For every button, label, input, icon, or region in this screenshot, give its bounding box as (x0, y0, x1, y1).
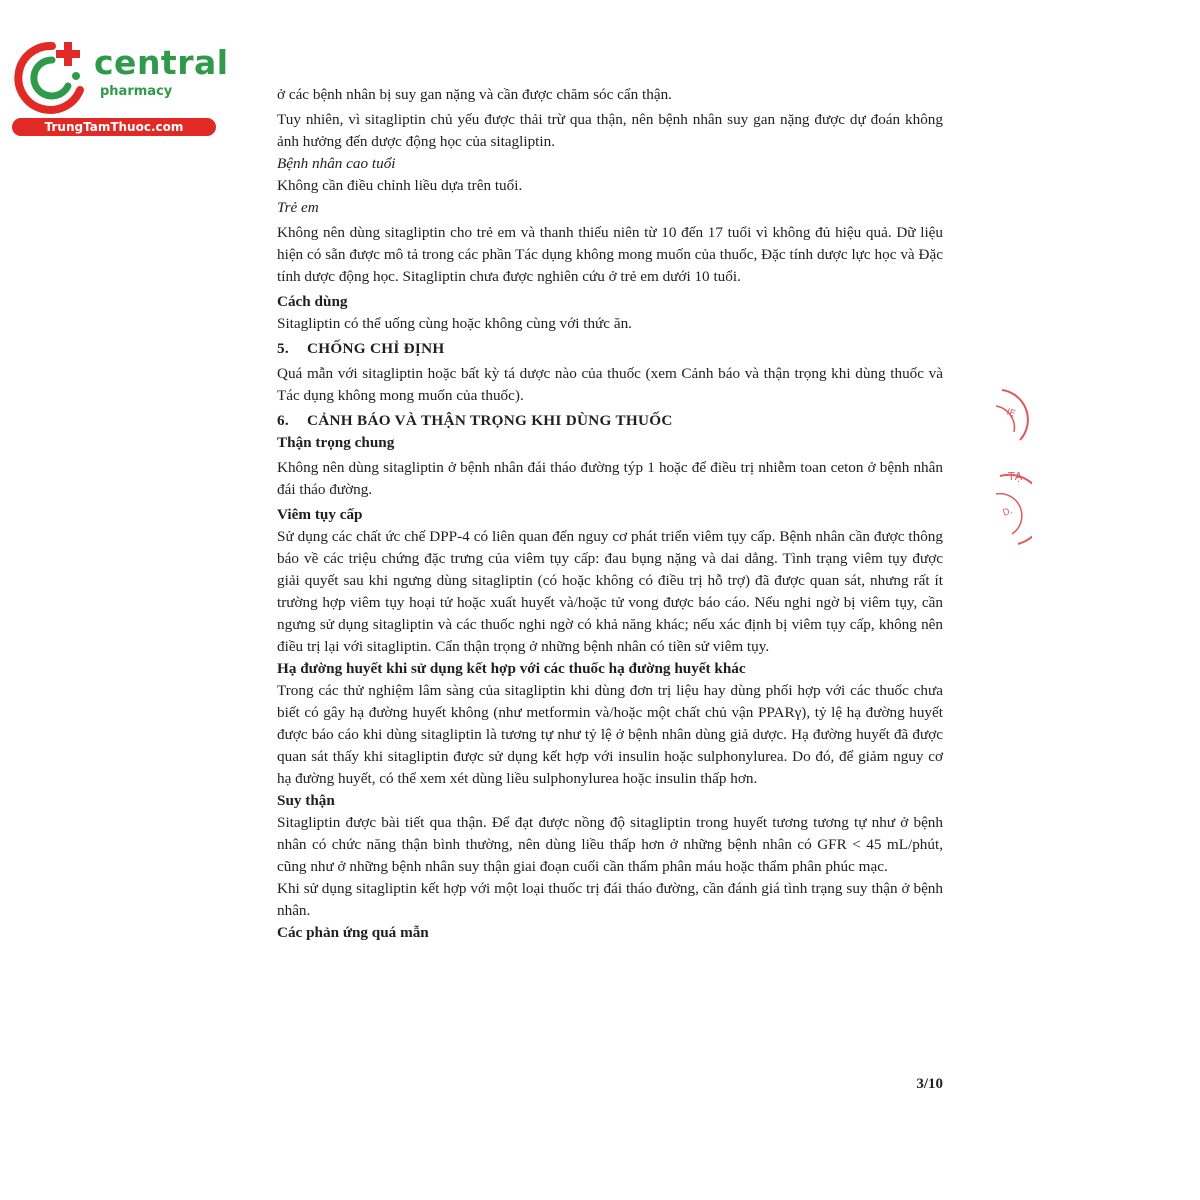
heading-administration: Cách dùng (277, 293, 348, 310)
paragraph: Trong các thử nghiệm lâm sàng của sitagliptin khi dùng đơn trị liệu hay dùng phối hợp với các thuốc chưa biết có gây hạ đường huyết không (như metformin và/hoặc một chất chủ vận PPARγ), tỷ lệ hạ đường huyết được báo cáo khi dùng sitagliptin là tương tự như tỷ lệ ở bệnh nhân dùng giả dược. Hạ đường huyết đã được quan sát thấy khi sitagliptin được sử dụng kết hợp với insulin hoặc sulphonylurea. Do đó, để giảm nguy cơ hạ đường huyết, có thể xem xét dùng liều sulphonylurea hoặc insulin thấp hơn. (277, 682, 943, 787)
svg-text:TẠ: TẠ (1008, 470, 1023, 483)
subheading-elderly: Bệnh nhân cao tuổi (277, 155, 396, 172)
page-number: 3/10 (916, 1076, 943, 1092)
logo-brand-subtitle: pharmacy (100, 84, 173, 99)
section-heading-warnings (277, 410, 943, 432)
paragraph: Không cần điều chỉnh liều dựa trên tuổi. (277, 177, 523, 194)
svg-text:D.: D. (1001, 506, 1015, 519)
section-number: 6. (277, 412, 289, 429)
heading-renal-impairment: Suy thận (277, 792, 335, 809)
section-title: CHỐNG CHỈ ĐỊNH (307, 340, 445, 357)
paragraph: ở các bệnh nhân bị suy gan nặng và cần được chăm sóc cẩn thận. (277, 86, 672, 103)
section-number: 5. (277, 340, 289, 357)
logo-website-url: TrungTamThuoc.com (12, 118, 216, 136)
stamp-fragment-icon (992, 384, 1032, 554)
section-heading-contraindications (277, 338, 943, 360)
document-body (277, 84, 943, 944)
heading-general-precautions: Thận trọng chung (277, 434, 395, 451)
paragraph: Không nên dùng sitagliptin ở bệnh nhân đái tháo đường týp 1 hoặc để điều trị nhiễm toan ceton ở bệnh nhân đái tháo đường. (277, 459, 943, 498)
section-title: CẢNH BÁO VÀ THẬN TRỌNG KHI DÙNG THUỐC (307, 412, 673, 429)
paragraph: Sitagliptin được bài tiết qua thận. Để đạt được nồng độ sitagliptin trong huyết tương tương tự như ở bệnh nhân có chức năng thận bình thường, nên dùng liều thấp hơn ở những bệnh nhân có GFR < 45 mL/phút, cũng như ở những bệnh nhân suy thận giai đoạn cuối cần thẩm phân máu hoặc thẩm phân phúc mạc. (277, 814, 943, 875)
paragraph: Sử dụng các chất ức chế DPP-4 có liên quan đến nguy cơ phát triển viêm tụy cấp. Bệnh nhân cần được thông báo về các triệu chứng đặc trưng của viêm tụy cấp: đau bụng nặng và dai dẳng. Tình trạng viêm tụy được giải quyết sau khi ngưng dùng sitagliptin (có hoặc không có điều trị hỗ trợ) đã được quan sát, nhưng rất ít trường hợp viêm tụy hoại tử hoặc xuất huyết và/hoặc tử vong được báo cáo. Nếu nghi ngờ bị viêm tụy, cần ngưng sử dụng sitagliptin và các thuốc nghi ngờ có khả năng khác; nếu xác định bị viêm tụy cấp, không nên điều trị lại với sitagliptin. Cẩn thận trọng ở những bệnh nhân có tiền sử viêm tụy. (277, 528, 943, 655)
svg-text:IE: IE (1004, 407, 1017, 420)
paragraph: Quá mẫn với sitagliptin hoặc bất kỳ tá dược nào của thuốc (xem Cảnh báo và thận trọng khi dùng thuốc và Tác dụng không mong muốn của thuốc). (277, 365, 943, 404)
logo-brand-name: central (94, 43, 229, 82)
paragraph: Không nên dùng sitagliptin cho trẻ em và thanh thiếu niên từ 10 đến 17 tuổi vì không đủ hiệu quả. Dữ liệu hiện có sẵn được mô tả trong các phần Tác dụng không mong muốn của thuốc, Đặc tính dược lực học và Đặc tính dược động học. Sitagliptin chưa được nghiên cứu ở trẻ em dưới 10 tuổi. (277, 224, 943, 285)
paragraph: Tuy nhiên, vì sitagliptin chủ yếu được thải trừ qua thận, nên bệnh nhân suy gan nặng được dự đoán không ảnh hưởng đến dược động học của sitagliptin. (277, 111, 943, 150)
pharmacy-cross-logo-icon (12, 38, 92, 118)
heading-acute-pancreatitis: Viêm tụy cấp (277, 506, 363, 523)
central-pharmacy-logo (8, 36, 229, 136)
heading-hypoglycemia: Hạ đường huyết khi sử dụng kết hợp với các thuốc hạ đường huyết khác (277, 660, 746, 677)
heading-hypersensitivity: Các phản ứng quá mẫn (277, 924, 429, 941)
subheading-children: Trẻ em (277, 199, 319, 216)
paragraph: Sitagliptin có thể uống cùng hoặc không cùng với thức ăn. (277, 315, 632, 332)
paragraph: Khi sử dụng sitagliptin kết hợp với một loại thuốc trị đái tháo đường, cần đánh giá tình trạng suy thận ở bệnh nhân. (277, 880, 943, 919)
